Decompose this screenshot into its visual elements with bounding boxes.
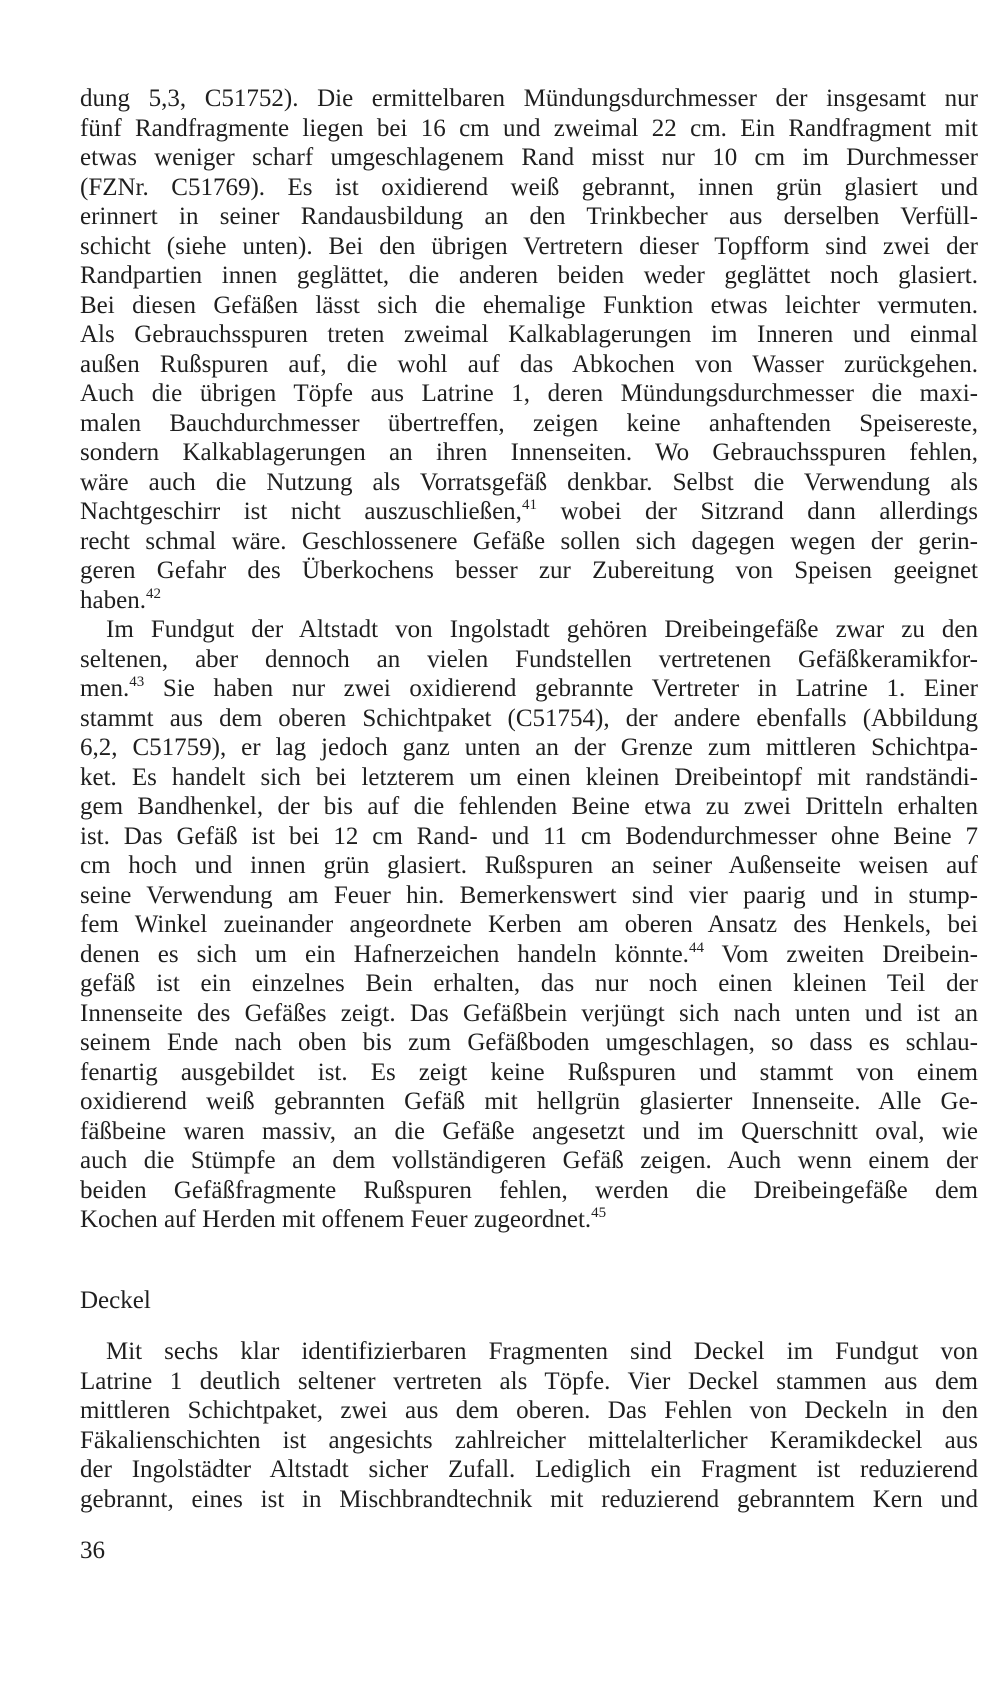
text-line: Fäkalienschichten ist angesichts zahlreicher mittelalterlicher Keramikdeckel aus — [80, 1426, 978, 1454]
text-segment: Kochen auf Herden mit offenem Feuer zugeordnet. — [80, 1206, 592, 1233]
text-line: Innenseite des Gefäßes zeigt. Das Gefäßbein verjüngt sich nach unten und ist an — [80, 999, 978, 1027]
text-line: seinem Ende nach oben bis zum Gefäßboden umgeschlagen, so dass es schlau- — [80, 1029, 978, 1056]
text-line: cm hoch und innen grün glasiert. Rußspuren an seiner Außenseite weisen auf — [80, 852, 978, 879]
text-line: Im Fundgut der Altstadt von Ingolstadt gehören Dreibeingefäße zwar zu den — [106, 616, 978, 643]
text-line: recht schmal wäre. Geschlossenere Gefäße sollen sich dagegen wegen der gerin- — [80, 527, 978, 555]
text-line: schicht (siehe unten). Bei den übrigen Vertretern dieser Topfform sind zwei der — [80, 232, 978, 260]
text-segment: men. — [80, 675, 130, 702]
text-segment: haben. — [80, 586, 146, 614]
text-line: malen Bauchdurchmesser übertreffen, zeigen keine anhaftenden Speisereste, — [80, 409, 978, 437]
text-line: der Ingolstädter Altstadt sicher Zufall. Lediglich ein Fragment ist reduzierend — [80, 1456, 978, 1483]
body-text — [80, 84, 978, 1235]
text-line: erinnert in seiner Randausbildung an den Trinkbecher aus derselben Verfüll- — [80, 203, 978, 230]
text-line: beiden Gefäßfragmente Rußspuren fehlen, werden die Dreibeingefäße dem — [80, 1176, 978, 1204]
text-line: Latrine 1 deutlich seltener vertreten als Töpfe. Vier Deckel stammen aus dem — [80, 1367, 978, 1395]
section-heading: Deckel — [80, 1287, 151, 1314]
text-line: auch die Stümpfe an dem vollständigeren Gefäß zeigen. Auch wenn einem der — [80, 1147, 978, 1174]
text-line: Randpartien innen geglättet, die anderen beiden weder geglättet noch glasiert. — [80, 262, 978, 289]
text-line: geren Gefahr des Überkochens besser zur Zubereitung von Speisen geeignet — [80, 557, 978, 584]
footnote-ref-45: 45 — [591, 1205, 607, 1221]
text-segment: Nachtgeschirr ist nicht auszuschließen, — [80, 498, 522, 525]
text-line: fem Winkel zueinander angeordnete Kerben am oberen Ansatz des Henkels, bei — [80, 911, 978, 938]
text-line: seltenen, aber dennoch an vielen Fundstellen vertretenen Gefäßkeramikfor- — [80, 645, 978, 673]
text-line — [80, 586, 978, 616]
text-line: seine Verwendung am Feuer hin. Bemerkenswert sind vier paarig und in stump- — [80, 881, 978, 909]
text-segment: Sie haben nur zwei oxidierend gebrannte Vertreter in Latrine 1. Einer — [144, 675, 978, 702]
text-line: Als Gebrauchsspuren treten zweimal Kalkablagerungen im Inneren und einmal — [80, 321, 978, 348]
text-line: fäßbeine waren massiv, an die Gefäße angesetzt und im Querschnitt oval, wie — [80, 1117, 978, 1145]
footnote-ref-42: 42 — [145, 585, 161, 602]
body-text-deckel — [80, 1337, 978, 1514]
footnote-ref-41: 41 — [521, 497, 537, 513]
text-line: ist. Das Gefäß ist bei 12 cm Rand- und 11 cm Bodendurchmesser ohne Beine 7 — [80, 822, 978, 850]
text-segment: Vom zweiten Dreibein- — [703, 940, 978, 968]
text-line — [80, 674, 978, 704]
text-line: ket. Es handelt sich bei letzterem um einen kleinen Dreibeintopf mit randständi- — [80, 763, 978, 791]
text-segment: denen es sich um ein Hafnerzeichen handeln könnte. — [80, 940, 689, 968]
text-line: stammt aus dem oberen Schichtpaket (C51754), der andere ebenfalls (Abbildung — [80, 704, 978, 732]
text-line: sondern Kalkablagerungen an ihren Innenseiten. Wo Gebrauchsspuren fehlen, — [80, 439, 978, 466]
footnote-ref-43: 43 — [129, 674, 145, 690]
page-number: 36 — [80, 1537, 105, 1564]
text-line: Mit sechs klar identifizierbaren Fragmenten sind Deckel im Fundgut von — [106, 1338, 978, 1365]
text-line: mittleren Schichtpaket, zwei aus dem oberen. Das Fehlen von Deckeln in den — [80, 1397, 978, 1424]
text-line: wäre auch die Nutzung als Vorratsgefäß denkbar. Selbst die Verwendung als — [80, 468, 978, 496]
text-line: gefäß ist ein einzelnes Bein erhalten, das nur noch einen kleinen Teil der — [80, 970, 978, 997]
text-line — [80, 497, 978, 527]
text-line: gebrannt, eines ist in Mischbrandtechnik mit reduzierend gebranntem Kern und — [80, 1485, 978, 1513]
text-line: fünf Randfragmente liegen bei 16 cm und zweimal 22 cm. Ein Randfragment mit — [80, 114, 978, 142]
text-line: Auch die übrigen Töpfe aus Latrine 1, deren Mündungsdurchmesser die maxi- — [80, 380, 978, 407]
text-line: fenartig ausgebildet ist. Es zeigt keine Rußspuren und stammt von einem — [80, 1058, 978, 1086]
text-line: gem Bandhenkel, der bis auf die fehlenden Beine etwa zu zwei Dritteln erhalten — [80, 793, 978, 820]
text-line: (FZNr. C51769). Es ist oxidierend weiß gebrannt, innen grün glasiert und — [80, 173, 978, 201]
text-line: dung 5,3, C51752). Die ermittelbaren Mündungsdurchmesser der insgesamt nur — [80, 85, 978, 112]
text-line: etwas weniger scharf umgeschlagenem Rand misst nur 10 cm im Durchmesser — [80, 144, 978, 171]
text-line: außen Rußspuren auf, die wohl auf das Abkochen von Wasser zurückgehen. — [80, 350, 978, 378]
text-line — [80, 1205, 978, 1235]
text-segment: wobei der Sitzrand dann allerdings — [536, 498, 978, 525]
text-line: Bei diesen Gefäßen lässt sich die ehemalige Funktion etwas leichter vermuten. — [80, 291, 978, 319]
text-line — [80, 940, 978, 970]
text-line: 6,2, C51759), er lag jedoch ganz unten an der Grenze zum mittleren Schichtpa- — [80, 734, 978, 761]
footnote-ref-44: 44 — [688, 939, 704, 956]
text-line: oxidierend weiß gebrannten Gefäß mit hellgrün glasierter Innenseite. Alle Ge- — [80, 1088, 978, 1115]
